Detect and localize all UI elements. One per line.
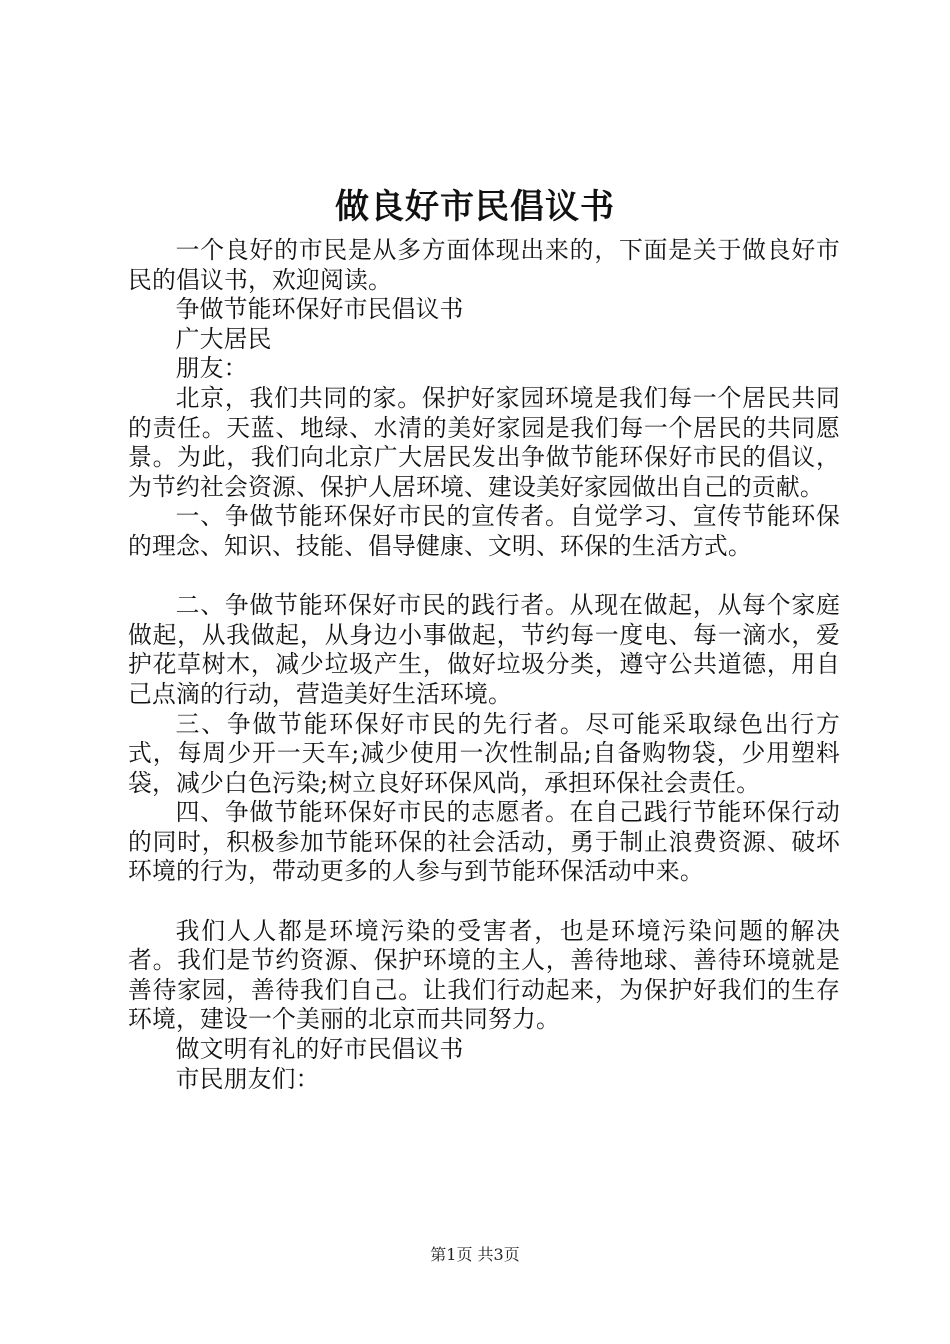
document-title: 做良好市民倡议书 <box>335 187 615 227</box>
paragraph-point-one: 一、争做节能环保好市民的宣传者。自觉学习、宣传节能环保的理念、知识、技能、倡导健康、文明、环保的生活方式。 <box>128 502 840 560</box>
salutation-friends: 朋友： <box>175 354 248 383</box>
paragraph-point-four: 四、争做节能环保好市民的志愿者。在自己践行节能环保行动的同时，积极参加节能环保的社会活动，勇于制止浪费资源、破坏环境的行为，带动更多的人参与到节能环保活动中来。 <box>128 798 840 886</box>
paragraph-point-three: 三、争做节能环保好市民的先行者。尽可能采取绿色出行方式，每周少开一天车;减少使用一次性制品;自备购物袋，少用塑料袋，减少白色污染;树立良好环保风尚，承担环保社会责任。 <box>128 709 840 797</box>
paragraph-spacer <box>128 887 840 917</box>
paragraph-beijing-home: 北京，我们共同的家。保护好家园环境是我们每一个居民共同的责任。天蓝、地绿、水清的美好家园是我们每一个居民的共同愿景。为此，我们向北京广大居民发出争做节能环保好市民的倡议，为节约社会资源、保护人居环境、建设美好家园做出自己的贡献。 <box>128 383 840 501</box>
salutation-residents: 广大居民 <box>175 324 272 353</box>
paragraph-spacer <box>128 562 840 592</box>
salutation-citizens: 市民朋友们： <box>175 1064 320 1093</box>
paragraph-conclusion: 我们人人都是环境污染的受害者，也是环境污染问题的解决者。我们是节约资源、保护环境的主人，善待地球、善待环境就是善待家园，善待我们自己。让我们行动起来，为保护好我们的生存环境，建设一个美丽的北京而共同努力。 <box>128 916 840 1034</box>
document-body <box>128 236 840 1094</box>
section-heading-energy-saving: 争做节能环保好市民倡议书 <box>175 295 464 324</box>
page-footer: 第1页 共3页 <box>430 1245 520 1264</box>
section-heading-civility: 做文明有礼的好市民倡议书 <box>175 1035 464 1064</box>
paragraph-intro: 一个良好的市民是从多方面体现出来的，下面是关于做良好市民的倡议书，欢迎阅读。 <box>128 236 840 294</box>
paragraph-point-two: 二、争做节能环保好市民的践行者。从现在做起，从每个家庭做起，从我做起，从身边小事做起，节约每一度电、每一滴水，爱护花草树木，减少垃圾产生，做好垃圾分类，遵守公共道德，用自己点滴的行动，营造美好生活环境。 <box>128 591 840 708</box>
